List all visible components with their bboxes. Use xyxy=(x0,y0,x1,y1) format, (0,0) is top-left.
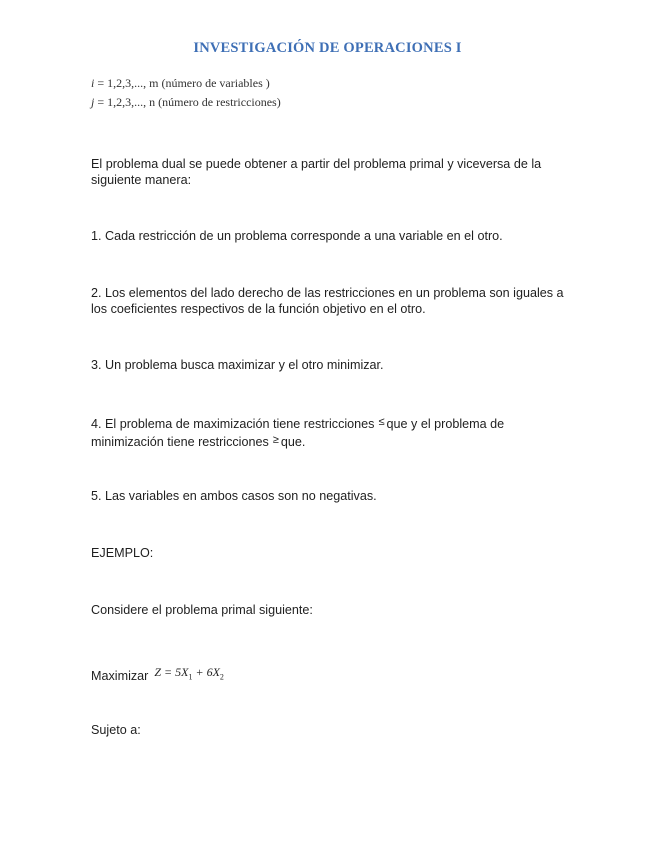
objective-lhs: Z = 5X xyxy=(154,665,189,679)
example-heading: EJEMPLO: xyxy=(91,546,154,560)
maximize-line xyxy=(91,664,571,685)
rule-5-paragraph: 5. Las variables en ambos casos son no negativas. xyxy=(91,489,377,503)
formula-variable-j: j xyxy=(91,95,95,109)
formula-range-j: = 1,2,3,..., n (número de restricciones) xyxy=(97,95,281,109)
less-equal-symbol: ≤ xyxy=(378,416,385,428)
rule-3-paragraph: 3. Un problema busca maximizar y el otro minimizar. xyxy=(91,358,384,372)
objective-mid: + 6X xyxy=(192,665,220,679)
subject-to-label: Sujeto a: xyxy=(91,723,141,737)
maximize-label: Maximizar xyxy=(91,669,149,683)
rule-4-text-part2: que y el problema de minimización tiene restricciones xyxy=(91,417,505,449)
rule-4-paragraph xyxy=(91,414,571,450)
intro-paragraph: El problema dual se puede obtener a partir del problema primal y viceversa de la siguiente manera: xyxy=(91,157,542,187)
formula-range-i: = 1,2,3,..., m (número de variables ) xyxy=(97,76,270,90)
greater-equal-symbol: ≥ xyxy=(272,434,279,446)
objective-subscript-1: 1 xyxy=(188,672,193,682)
objective-function xyxy=(154,665,224,682)
page-title: INVESTIGACIÓN DE OPERACIONES I xyxy=(193,40,462,56)
formula-index-i xyxy=(91,76,270,91)
formula-index-j xyxy=(91,95,281,110)
rule-2-paragraph: 2. Los elementos del lado derecho de las restricciones en un problema son iguales a los coeficientes respectivos de la función objetivo en el otro. xyxy=(91,286,564,316)
rule-4-text-part3: que. xyxy=(280,435,306,449)
formula-variable-i: i xyxy=(91,76,95,90)
rule-1-paragraph: 1. Cada restricción de un problema corresponde a una variable en el otro. xyxy=(91,229,503,243)
rule-4-text-part1: 4. El problema de maximización tiene restricciones xyxy=(91,417,375,431)
objective-subscript-2: 2 xyxy=(219,672,224,682)
consider-paragraph: Considere el problema primal siguiente: xyxy=(91,603,313,617)
